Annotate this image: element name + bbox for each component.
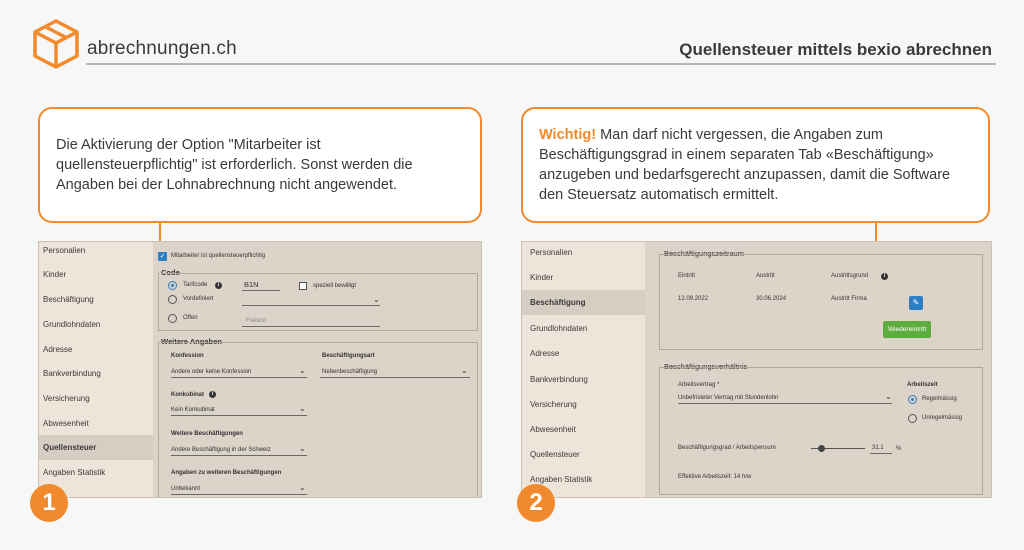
beschaeftigung-form — [645, 242, 991, 497]
quellensteuer-form — [153, 242, 481, 497]
pensum-slider-handle[interactable] — [818, 445, 825, 452]
arbeitsvertrag-select[interactable]: Unbefristeter Vertrag mit Stundenlohn — [678, 395, 779, 401]
sidebar-item-grundlohndaten[interactable]: Grundlohndaten — [43, 320, 101, 329]
tarifcode-label: Tarifcode — [183, 282, 208, 288]
austrittsgrund-header: Austrittsgrund — [831, 273, 869, 279]
beschaeftigungsart-label: Beschäftigungsart — [322, 353, 375, 359]
vordefiniert-select[interactable] — [242, 305, 380, 306]
header-divider — [86, 63, 996, 65]
weitere-beschaeftigungen-label: Weitere Beschäftigungen — [171, 431, 243, 437]
chevron-down-icon[interactable]: ⌄ — [299, 483, 306, 492]
angaben-weitere-select[interactable]: Unbekannt — [171, 486, 201, 492]
sidebar-item-abwesenheit[interactable]: Abwesenheit — [43, 419, 89, 428]
callout-important-label: Wichtig! — [539, 127, 597, 143]
beschaeftigungsart-select[interactable]: Nebenbeschäftigung — [322, 369, 378, 375]
sidebar — [39, 242, 153, 497]
callout-activation-note — [38, 107, 482, 223]
offen-radio[interactable] — [168, 314, 177, 323]
sidebar-item-bankverbindung[interactable]: Bankverbindung — [530, 375, 588, 384]
konkubinat-underline — [171, 415, 307, 416]
sidebar-item-adresse[interactable]: Adresse — [43, 345, 73, 354]
sidebar-item-adresse[interactable]: Adresse — [530, 349, 560, 358]
speziell-checkbox[interactable] — [299, 282, 307, 290]
eintritt-header: Eintritt — [678, 273, 696, 279]
callout-important-note — [521, 107, 990, 223]
tarifcode-value[interactable]: B1N — [244, 280, 259, 289]
chevron-down-icon[interactable]: ⌄ — [373, 295, 380, 304]
checkbox-label: Mitarbeiter ist quellensteuerpflichtig — [171, 253, 266, 259]
sidebar-item-abwesenheit[interactable]: Abwesenheit — [530, 425, 576, 434]
verhaeltnis-title: Beschäftigungsverhältnis — [664, 362, 748, 371]
offen-label: Offen — [183, 315, 198, 321]
sidebar-item-personalien[interactable]: Personalien — [43, 246, 86, 255]
screenshot-quellensteuer — [38, 241, 482, 498]
weitere-angaben-title: Weitere Angaben — [161, 337, 222, 346]
unregelmaessig-radio[interactable] — [908, 414, 917, 423]
arbeitszeit-label: Arbeitszeit — [907, 382, 938, 388]
chevron-down-icon[interactable]: ⌄ — [299, 366, 306, 375]
angaben-weitere-label: Angaben zu weiteren Beschäftigungen — [171, 470, 282, 476]
screenshot-beschaeftigung — [521, 241, 992, 498]
code-section-title: Code — [161, 268, 180, 277]
tarifcode-underline — [242, 290, 280, 291]
step-1-badge: 1 — [30, 484, 68, 522]
freitext-input[interactable]: Freitext — [246, 318, 267, 324]
step-2-badge: 2 — [517, 484, 555, 522]
zeitraum-title: Beschäftigungszeitraum — [664, 249, 745, 258]
sidebar-item-personalien[interactable]: Personalien — [530, 248, 573, 257]
chevron-down-icon[interactable]: ⌄ — [299, 404, 306, 413]
sidebar — [522, 242, 645, 497]
konkubinat-label: Konkubinat — [171, 392, 204, 398]
konkubinat-select[interactable]: Kein Konkubinat — [171, 407, 215, 413]
sidebar-item-grundlohndaten[interactable]: Grundlohndaten — [530, 324, 588, 333]
edit-pencil-icon[interactable]: ✎ — [909, 296, 923, 310]
sidebar-item-beschaeftigung[interactable]: Beschäftigung — [522, 290, 645, 315]
sidebar-item-versicherung[interactable]: Versicherung — [530, 400, 577, 409]
quellensteuer-checkbox[interactable]: ✓ — [159, 253, 166, 260]
konfession-select[interactable]: Andere oder keine Konfession — [171, 369, 252, 375]
beschaeftigungsgrad-underline — [870, 453, 892, 454]
page-title: Quellensteuer mittels bexio abrechnen — [679, 40, 992, 59]
brand-name: abrechnungen.ch — [87, 38, 237, 59]
sidebar-item-bankverbindung[interactable]: Bankverbindung — [43, 369, 101, 378]
chevron-down-icon[interactable]: ⌄ — [461, 366, 468, 375]
sidebar-item-quellensteuer[interactable]: Quellensteuer — [530, 450, 580, 459]
beschaeftigungsart-underline — [320, 377, 470, 378]
zeitraum-section — [659, 254, 983, 350]
regelmaessig-label: Regelmässig — [922, 396, 957, 402]
sidebar-item-angaben-statistik[interactable]: Angaben Statistik — [530, 475, 593, 484]
freitext-underline — [242, 326, 380, 327]
sidebar-item-kinder[interactable]: Kinder — [530, 273, 554, 282]
chevron-down-icon[interactable]: ⌄ — [885, 392, 892, 401]
arbeitsvertrag-label: Arbeitsvertrag * — [678, 382, 720, 388]
callout-left-text: Die Aktivierung der Option "Mitarbeiter ist quellensteuerpflichtig" ist erforderlich. Sonst werden die Angaben bei der Lohnabrechnung nicht angewendet. — [56, 137, 413, 193]
chevron-down-icon[interactable]: ⌄ — [299, 444, 306, 453]
weitere-beschaeftigungen-select[interactable]: Andere Beschäftigung in der Schweiz — [171, 447, 271, 453]
logo-cube-icon — [32, 18, 80, 70]
weitere-beschaeftigungen-underline — [171, 455, 307, 456]
angaben-weitere-underline — [171, 494, 307, 495]
sidebar-item-beschaeftigung[interactable]: Beschäftigung — [43, 295, 94, 304]
vordefiniert-radio[interactable] — [168, 295, 177, 304]
info-icon: i — [209, 391, 216, 398]
wiedereintritt-button[interactable]: Wiedereintritt — [883, 321, 931, 338]
callout-right-text: Man darf nicht vergessen, die Angaben zum Beschäftigungsgrad in einem separaten Tab «Beschäftigung» anzugeben und bedarfsgerecht anzupassen, damit die Software den Steuersatz automatisch ermittelt. — [539, 127, 951, 203]
austrittsgrund-value: Austritt Firma — [831, 296, 867, 302]
beschaeftigungsgrad-label: Beschäftigungsgrad / Arbeitspensum — [678, 445, 776, 451]
sidebar-item-quellensteuer[interactable]: Quellensteuer — [39, 435, 153, 460]
austritt-header: Austritt — [756, 273, 775, 279]
sidebar-item-kinder[interactable]: Kinder — [43, 270, 67, 279]
regelmaessig-radio[interactable] — [908, 395, 917, 404]
eintritt-value: 12.09.2022 — [678, 296, 709, 302]
sidebar-item-angaben-statistik[interactable]: Angaben Statistik — [43, 468, 106, 477]
info-icon: i — [215, 282, 222, 289]
effektive-arbeitszeit: Effektive Arbeitszeit: 14 h/w — [678, 474, 752, 480]
konfession-label: Konfession — [171, 353, 204, 359]
sidebar-item-versicherung[interactable]: Versicherung — [43, 394, 90, 403]
konfession-underline — [171, 377, 307, 378]
speziell-label: speziell bewilligt — [313, 283, 357, 289]
unregelmaessig-label: Unregelmässig — [922, 415, 963, 421]
arbeitsvertrag-underline — [678, 403, 892, 404]
percent-unit: % — [896, 446, 902, 452]
austritt-value: 30.06.2024 — [756, 296, 787, 302]
info-icon: i — [881, 273, 888, 280]
vordefiniert-label: Vordefiniert — [183, 296, 214, 302]
beschaeftigungsgrad-input[interactable]: 31.1 — [872, 445, 884, 451]
tarifcode-radio[interactable] — [168, 281, 177, 290]
